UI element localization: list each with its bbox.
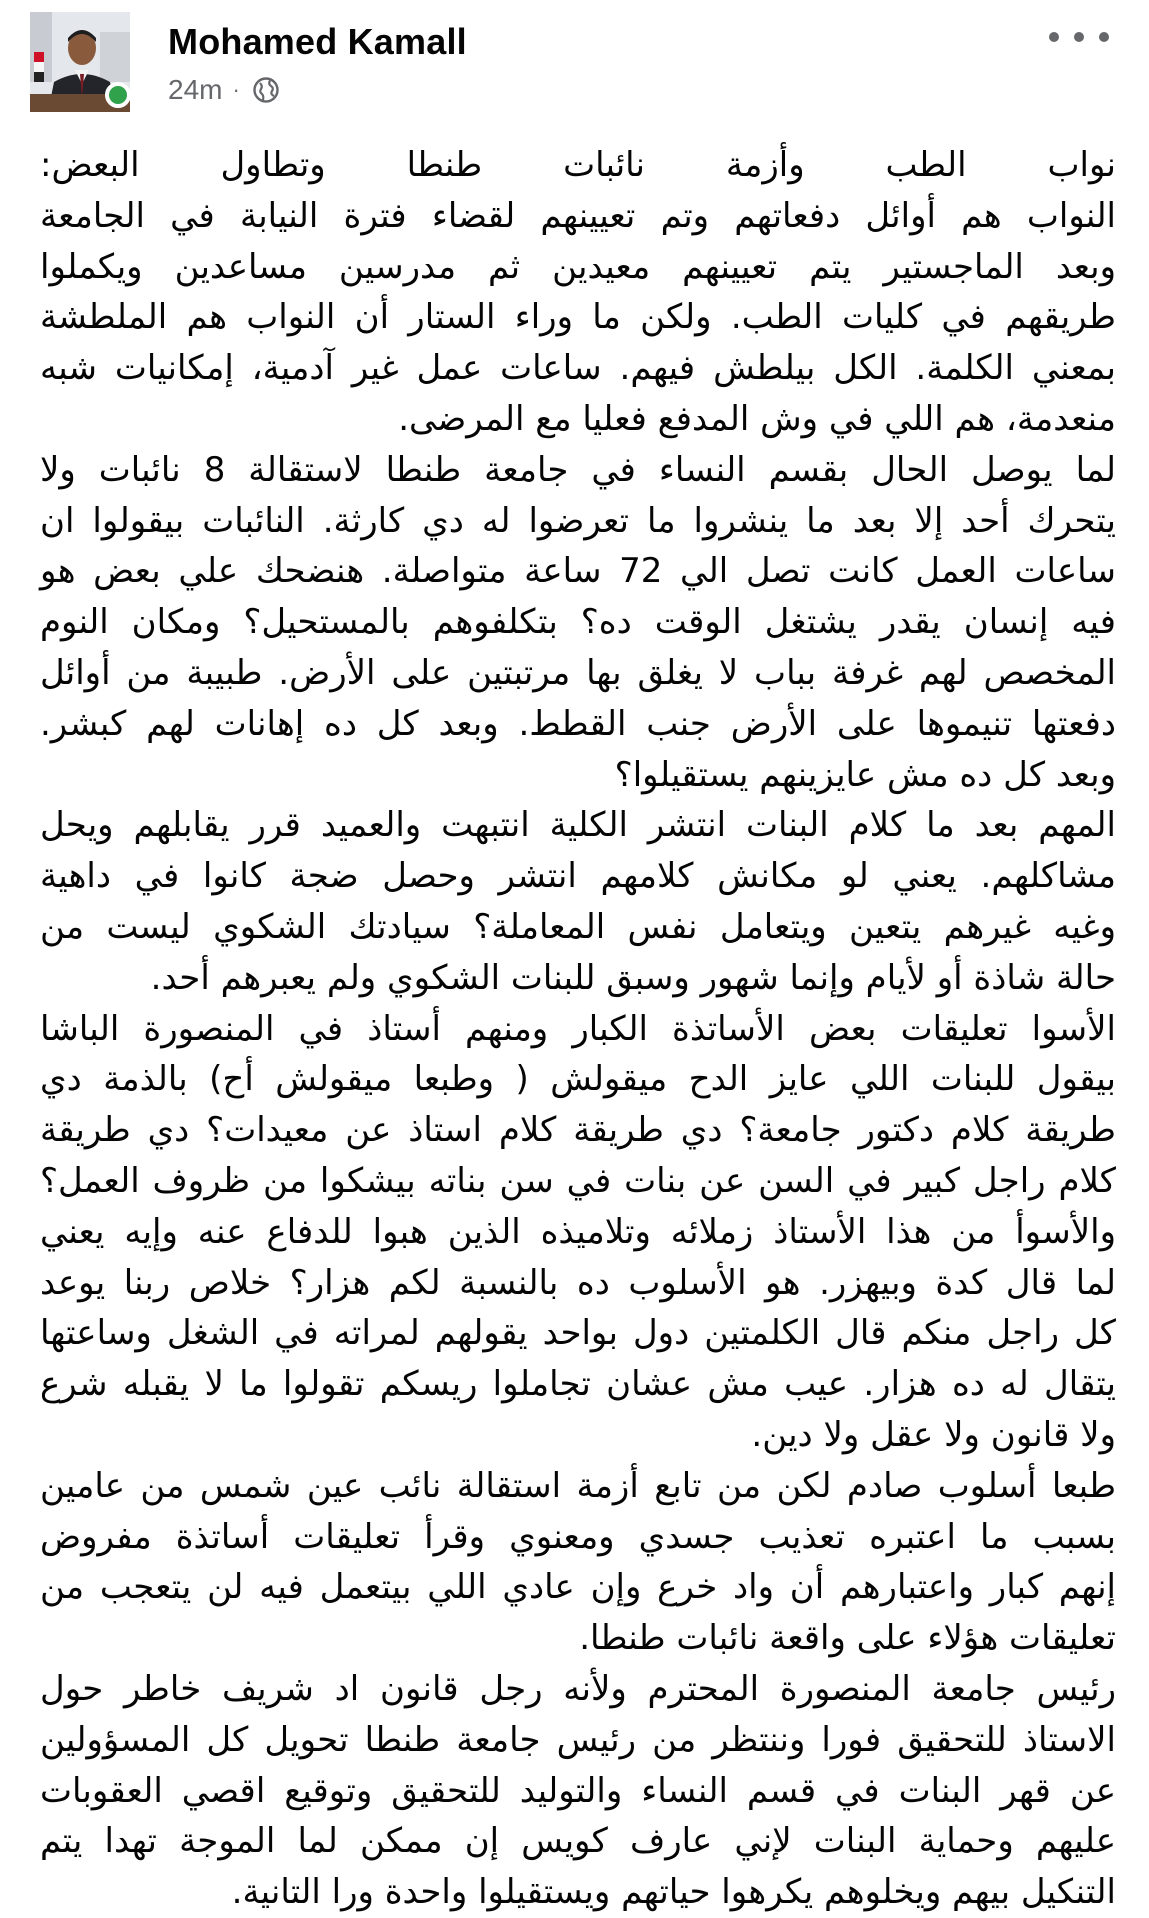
more-horizontal-icon-dot (1099, 32, 1109, 42)
post-line: الأسوا تعليقات بعض الأساتذة الكبار ومنهم أستاذ في المنصورة الباشا (40, 1008, 1116, 1049)
post-timestamp[interactable]: 24m (168, 74, 223, 105)
post-line: وبعد كل ده مش عايزينهم يستقيلوا؟ (614, 754, 1116, 795)
post-paragraph (40, 800, 1116, 1003)
post-text (40, 140, 1116, 1913)
post-meta (168, 70, 280, 110)
more-horizontal-icon-dot (1074, 32, 1084, 42)
post-line: النواب هم أوائل دفعاتهم وتم تعيينهم لقضاء فترة النيابة في الجامعة (40, 195, 1116, 236)
post-paragraph (40, 1004, 1116, 1461)
post-line: المهم بعد ما كلام البنات انتشر الكلية انتبهت والعميد قرر يقابلهم ويحل (40, 805, 1116, 846)
post-line: والأسوأ من هذا الأستاذ زملائه وتلاميذه الذين هبوا للدفاع عنه وإيه يعني (40, 1211, 1116, 1252)
post-line: ولا قانون ولا عقل ولا دين. (751, 1414, 1116, 1455)
post-line: بسبب ما اعتبره تعذيب جسدي ومعنوي وقرأ تعليقات أساتذة مفروض (40, 1516, 1116, 1557)
post-paragraph (40, 1664, 1116, 1918)
post-header (0, 0, 1149, 130)
post-line: بمعني الكلمة. الكل بيلطش فيهم. ساعات عمل غير آدمية، إمكانيات شبه (40, 348, 1116, 389)
post-paragraph (40, 445, 1116, 801)
post-line: حالة شاذة أو لأيام وإنما شهور وسبق للبنات الشكوي ولم يعبرهم أحد. (150, 957, 1116, 998)
post-line: تعليقات هؤلاء على واقعة نائبات طنطا. (579, 1618, 1116, 1659)
post-paragraph (40, 140, 1116, 445)
post-line: عن قهر البنات في قسم النساء والتوليد للتحقيق وتوقيع اقصي العقوبات (40, 1770, 1116, 1811)
post-line: الاستاذ للتحقيق فورا وننتظر من رئيس جامعة طنطا تحويل كل المسؤولين (40, 1719, 1116, 1760)
post-line: رئيس جامعة المنصورة المحترم ولأنه رجل قانون اد شريف خاطر حول (40, 1668, 1116, 1709)
post-line: التنكيل بيهم ويخلوهم يكرهوا حياتهم ويستقيلوا واحدة ورا التانية. (231, 1872, 1116, 1913)
post-line: طريقة كلام دكتور جامعة؟ دي طريقة كلام استاذ عن معيدات؟ دي طريقة (40, 1110, 1116, 1151)
post-line: منعدمة، هم اللي في وش المدفع فعليا مع المرضى. (398, 398, 1116, 439)
post-line: طبعا أسلوب صادم لكن من تابع أزمة استقالة نائب عين شمس من عامين (40, 1465, 1116, 1506)
avatar[interactable] (30, 12, 130, 112)
post-line: لما يوصل الحال بقسم النساء في جامعة طنطا لاستقالة 8 نائبات ولا (40, 449, 1116, 490)
globe-icon[interactable] (252, 76, 280, 104)
post-line: عليهم وحماية البنات لإني عارف كويس إن ممكن لما الموجة تهدا يتم (40, 1821, 1116, 1862)
more-horizontal-icon (1049, 32, 1059, 42)
post-line: وغيه غيرهم يتعين ويتعامل نفس المعاملة؟ سيادتك الشكوي ليست من (40, 906, 1116, 947)
post-line: طريقهم في كليات الطب. ولكن ما وراء الستار أن النواب هم الملطشة (40, 297, 1116, 338)
post-line: كل راجل منكم قال الكلمتين دول بواحد يقولهم لمراته في الشغل وساعتها (40, 1313, 1116, 1354)
post-line: بيقول للبنات اللي عايز الدح ميقولش ( وطبعا ميقولش أح) بالذمة دي (40, 1059, 1116, 1100)
post-line: إنهم كبار واعتبارهم أن واد خرع وإن عادي اللي بيتعمل فيه لن يتعجب من (40, 1567, 1116, 1608)
online-status-icon (105, 82, 131, 108)
post-line: نواب الطب وأزمة نائبات طنطا وتطاول البعض: (40, 145, 1116, 185)
post-line: كلام راجل كبير في السن عن بنات في سن بناته بيشكوا من ظروف العمل؟ (40, 1160, 1116, 1201)
post-line: ساعات العمل كانت تصل الي 72 ساعة متواصلة. هنضحك علي بعض هو (40, 551, 1116, 592)
post-line: يتقال له ده هزار. عيب مش عشان تجاملوا ريسكم تقولوا ما لا يقبله شرع (40, 1364, 1116, 1405)
author-name[interactable]: Mohamed Kamall (168, 21, 467, 62)
more-options-button[interactable] (1049, 20, 1109, 54)
meta-separator: · (232, 77, 240, 102)
post-paragraph (40, 1461, 1116, 1664)
post-line: مشاكلهم. يعني لو مكانش كلامهم انتشر وحصل ضجة كانوا في داهية (40, 856, 1116, 897)
post-line: لما قال كدة وبيهزر. هو الأسلوب ده بالنسبة لكم هزار؟ خلاص ربنا يوعد (40, 1262, 1116, 1303)
post-line: دفعتها تنيموها على الأرض جنب القطط. وبعد كل ده إهانات لهم كبشر. (40, 703, 1116, 744)
post-line: فيه إنسان يقدر يشتغل الوقت ده؟ بتكلفوهم بالمستحيل؟ ومكان النوم (40, 602, 1116, 643)
post-line: يتحرك أحد إلا بعد ما ينشروا ما تعرضوا له دي كارثة. النائبات بيقولوا ان (40, 500, 1116, 541)
post-line: المخصص لهم غرفة بباب لا يغلق بها مرتبتين على الأرض. طبيبة من أوائل (40, 652, 1116, 693)
post-line: وبعد الماجستير يتم تعيينهم معيدين ثم مدرسين مساعدين ويكملوا (40, 246, 1116, 287)
